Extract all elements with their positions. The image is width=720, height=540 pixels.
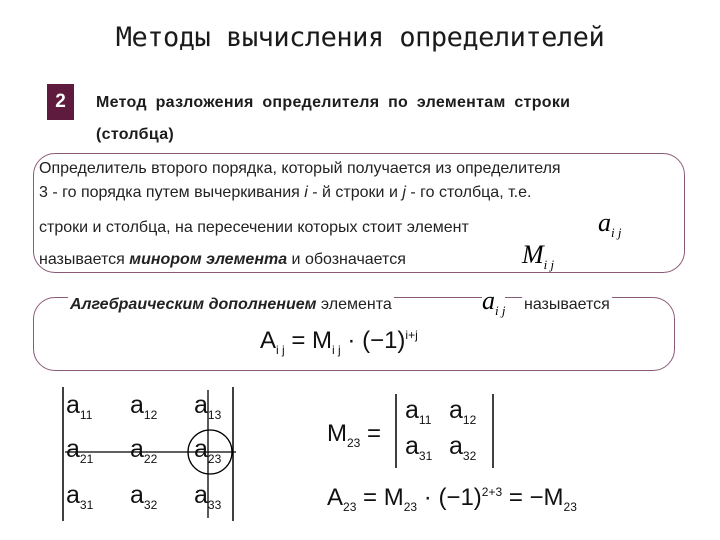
determinant-cell-subscript: 33 [207,498,222,512]
determinant-cell-subscript: 13 [207,408,222,422]
formula-M: M [312,327,333,354]
determinant-2x2 [393,392,503,472]
cofactor-general-formula [260,327,418,357]
minor-determinant-cell-letter: a [405,396,419,424]
method-heading-continued: (столбца) [96,126,175,143]
minor-m23-M: M [327,420,347,447]
definition-text: называется [39,251,130,268]
minor-determinant-cell-letter: a [449,396,463,424]
section-number-badge: 2 [47,84,74,120]
determinant-cell-subscript: 12 [143,408,158,422]
determinant-3x3 [60,385,240,525]
formula-A: A [260,327,277,354]
determinant-cell-subscript: 31 [79,498,94,512]
order-number: 3 [39,184,48,201]
minor-term: минором элемента [129,251,288,268]
minor-determinant-cell-letter: a [449,432,463,460]
cofactor-M: M [383,484,404,511]
minor-symbol: M [522,240,544,269]
cofactor-equals-2: = [508,484,523,511]
method-heading: Метод разложения определителя по элементам строки [96,94,571,111]
determinant-cell-letter: a [130,391,144,419]
algebraic-element [482,286,505,319]
determinant-cell-letter: a [194,391,208,419]
minor-determinant-cell-letter: a [405,432,419,460]
slide-title: Методы вычисления определителей [115,22,605,53]
minor-m23-equals: = [367,420,382,447]
formula-dot: · [347,327,356,354]
formula-paren: (−1) [362,327,406,354]
determinant-cell [194,391,221,422]
cofactor-A: A [327,484,344,511]
minor-determinant-cell-subscript: 12 [462,413,477,427]
algebraic-text: элемента [316,296,392,313]
minor-determinant-cell-subscript: 32 [462,449,477,463]
determinant-cell [194,435,221,466]
formula-A-subscript: i j [276,342,285,357]
determinant-cell [66,481,93,512]
determinant-cell [66,435,93,466]
determinant-cell-letter: a [130,435,144,463]
cofactor-equals: = [363,484,378,511]
minor-m23-label [327,420,381,450]
element-subscript: i j [611,225,622,241]
determinant-cell [66,391,92,422]
minor-determinant-cell [405,396,431,427]
minor-determinant-cell [405,432,432,463]
determinant-cell-subscript: 23 [207,452,222,466]
cofactor-neg-M: −M [529,484,564,511]
cofactor-paren: (−1) [438,484,482,511]
determinant-cell-subscript: 22 [143,452,158,466]
determinant-cell-subscript: 21 [79,452,94,466]
determinant-cell-letter: a [66,435,80,463]
determinant-cell-letter: a [66,391,80,419]
column-index: j [402,184,406,201]
determinant-cell-subscript: 11 [79,408,93,422]
formula-equals: = [291,327,306,354]
definition-line-3: строки и столбца, на пересечении которых стоит элемент [39,219,469,236]
determinant-cell-letter: a [194,481,208,509]
definition-line-4 [39,251,406,269]
algebraic-line [68,296,394,314]
definition-text: - й строки и [307,184,403,201]
element-aij [598,208,621,241]
determinant-cell [130,481,157,512]
minor-subscript: i j [543,257,555,273]
determinant-cell-letter: a [130,481,144,509]
definition-text: - го порядка путем вычеркивания [47,184,305,201]
formula-M-subscript: i j [332,342,341,357]
definition-line-2 [39,184,531,202]
minor-determinant-cell [449,396,476,427]
row-index: i [304,184,308,201]
definition-line-1: Определитель второго порядка, который получается из определителя [39,160,561,177]
cofactor-exponent: 2+3 [481,485,503,499]
minor-mij [522,240,554,273]
algebraic-subscript: i j [495,303,506,319]
minor-determinant-cell-subscript: 11 [418,413,432,427]
determinant-cell [194,481,221,512]
minor-determinant-cell-subscript: 31 [418,449,433,463]
minor-m23-subscript: 23 [347,435,361,450]
algebraic-symbol: a [482,286,495,315]
definition-text: - го столбца, т.е. [405,184,532,201]
formula-exponent: i+j [405,328,418,342]
cofactor-M-subscript: 23 [403,499,418,514]
algebraic-tail: называется [524,296,610,313]
minor-determinant-cell [449,432,476,463]
cofactor-neg-M-subscript: 23 [563,499,577,514]
determinant-cell-subscript: 32 [143,498,158,512]
cofactor-a23-formula [327,484,577,514]
definition-text: и обозначается [287,251,406,268]
determinant-cell [130,391,157,422]
element-symbol: a [598,208,611,237]
determinant-cell-letter: a [66,481,80,509]
determinant-cell-letter: a [194,435,208,463]
determinant-cell [130,435,157,466]
algebraic-term: Алгебраическим дополнением [70,296,317,313]
cofactor-A-subscript: 23 [343,499,357,514]
cofactor-dot: · [423,484,432,511]
